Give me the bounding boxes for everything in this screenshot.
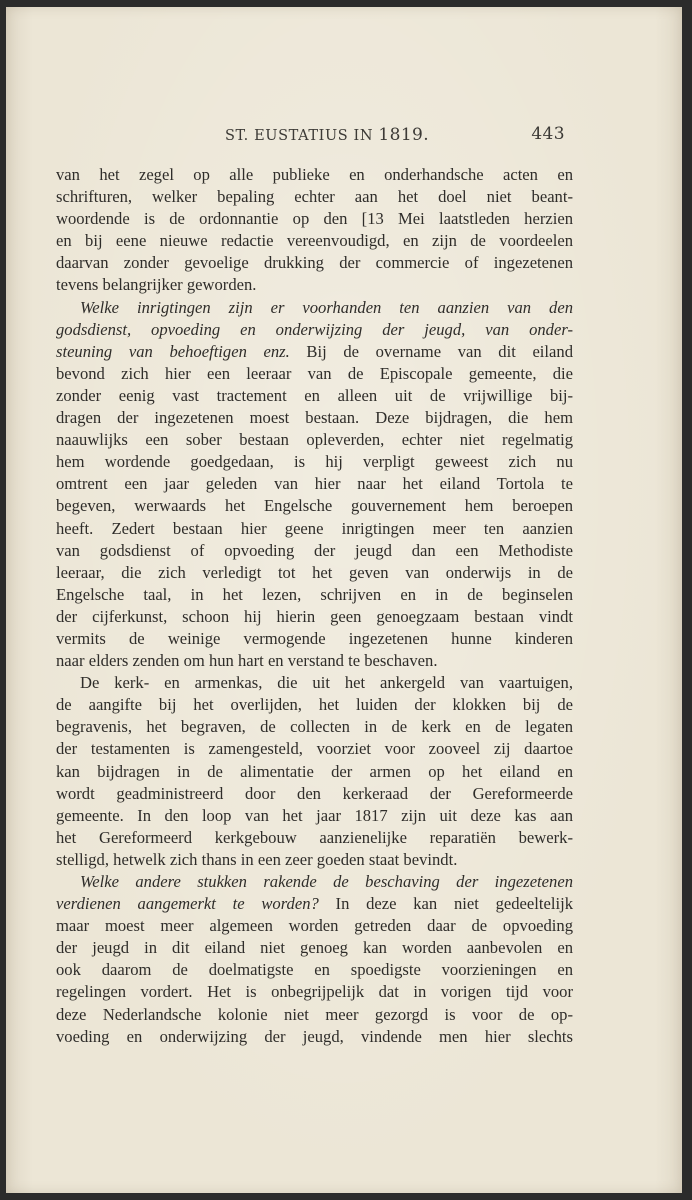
text-run: voeding en onderwijzing der jeugd, vindende men hier slechts (56, 1026, 573, 1046)
text-run: woordende is de ordonnantie op den [13 Mei laatstleden herzien (56, 209, 573, 229)
text-run: maar moest meer algemeen worden getreden daar de opvoeding (56, 916, 573, 936)
text-run: tevens belangrijker geworden. (56, 275, 257, 295)
text-line (56, 915, 573, 937)
text-run: De kerk- en armenkas, die uit het ankergeld van vaartuigen, (80, 673, 573, 693)
text-line (56, 1026, 573, 1048)
text-line (56, 937, 573, 959)
text-line (56, 871, 573, 893)
text-run: van het zegel op alle publieke en onderhandsche acten en (56, 165, 573, 184)
text-run: heeft. Zedert bestaan hier geene inrigtingen meer ten aanzien (56, 518, 573, 538)
italic-text: godsdienst, opvoeding en onderwijzing der jeugd, van onder- (56, 319, 573, 339)
text-line (56, 716, 573, 738)
text-run: dragen der ingezetenen moest bestaan. Deze bijdragen, die hem (56, 408, 573, 428)
text-line (56, 451, 573, 473)
text-line (56, 584, 573, 606)
text-line (56, 252, 573, 274)
text-run: naar elders zenden om hun hart en verstand te beschaven. (56, 651, 438, 671)
text-line (56, 407, 573, 429)
text-run: zonder eenig vast tractement en alleen uit de vrijwillige bij- (56, 385, 573, 405)
text-run: begravenis, het begraven, de collecten in de kerk en de legaten (56, 717, 573, 737)
book-page (6, 7, 682, 1193)
text-line (56, 694, 573, 716)
text-run: deze Nederlandsche kolonie niet meer gezorgd is voor de op- (56, 1004, 573, 1024)
text-line (56, 495, 573, 517)
text-run: van godsdienst of opvoeding der jeugd dan een Methodiste (56, 540, 573, 560)
text-line (56, 1004, 573, 1026)
text-run: schrifturen, welker bepaling echter aan het doel niet beant- (56, 187, 573, 207)
text-run: wordt geadministreerd door den kerkeraad der Gereformeerde (56, 783, 573, 803)
text-line (56, 672, 573, 694)
text-run: naauwlijks een sober bestaan opleverden, echter niet regelmatig (56, 430, 573, 450)
text-line (56, 628, 573, 650)
text-run: begeven, werwaards het Engelsche gouvernement hem beroepen (56, 496, 573, 516)
text-run: leeraar, die zich verledigt tot het geven van onderwijs in de (56, 562, 573, 582)
body-text (56, 164, 573, 1048)
text-line (56, 893, 573, 915)
italic-text: verdienen aangemerkt te worden? (56, 894, 319, 914)
text-line (56, 297, 573, 319)
text-run: der testamenten is zamengesteld, voorziet voor zooveel zij daartoe (56, 739, 573, 759)
text-run: der cijferkunst, schoon hij hierin geen genoegzaam bestaan vindt (56, 606, 573, 626)
text-line (56, 562, 573, 584)
text-run: In deze kan niet gedeeltelijk (318, 894, 573, 914)
text-line (56, 540, 573, 562)
text-run: bevond zich hier een leeraar van de Episcopale gemeente, die (56, 363, 573, 383)
text-line (56, 783, 573, 805)
text-run: stelligd, hetwelk zich thans in een zeer goeden staat bevindt. (56, 849, 458, 869)
text-line (56, 274, 573, 296)
italic-text: Welke andere stukken rakende de beschaving der ingezetenen (80, 872, 573, 891)
italic-text: steuning van behoeftigen enz. (56, 341, 290, 361)
text-line (56, 473, 573, 495)
text-line (56, 341, 573, 363)
text-run: gemeente. In den loop van het jaar 1817 zijn uit deze kas aan (56, 805, 573, 825)
text-line (56, 981, 573, 1003)
text-line (56, 429, 573, 451)
text-run: Engelsche taal, in het lezen, schrijven en in de beginselen (56, 584, 573, 604)
text-line (56, 208, 573, 230)
text-line (56, 959, 573, 981)
text-line (56, 761, 573, 783)
text-run: het Gereformeerd kerkgebouw aanzienelijke reparatiën bewerk- (56, 827, 573, 847)
text-line (56, 606, 573, 628)
text-run: kan bijdragen in de alimentatie der armen op het eiland en (56, 761, 573, 781)
text-line (56, 230, 573, 252)
running-head-title (225, 125, 429, 145)
running-head-title-text: ST. EUSTATIUS IN (225, 128, 374, 144)
text-run: en bij eene nieuwe redactie vereenvoudigd, en zijn de voordeelen (56, 231, 573, 251)
text-run: Bij de overname van dit eiland (289, 341, 573, 361)
text-run: regelingen vordert. Het is onbegrijpelijk dat in vorigen tijd voor (56, 982, 573, 1002)
running-head (56, 125, 571, 149)
page-number: 443 (531, 124, 565, 144)
text-run: ook daarom de doelmatigste en spoedigste voorzieningen en (56, 960, 573, 980)
text-line (56, 805, 573, 827)
text-line (56, 319, 573, 341)
text-line (56, 827, 573, 849)
text-line (56, 385, 573, 407)
text-run: de aangifte bij het overlijden, het luiden der klokken bij de (56, 695, 573, 715)
text-line (56, 849, 573, 871)
text-run: daarvan zonder gevoelige drukking der commercie of ingezetenen (56, 253, 573, 273)
text-run: hem wordende goedgedaan, is hij verpligt geweest zich nu (56, 452, 573, 472)
text-line (56, 738, 573, 760)
text-line (56, 650, 573, 672)
text-run: omtrent een jaar geleden van hier naar het eiland Tortola te (56, 474, 573, 494)
text-run: vermits de weinige vermogende ingezetenen hunne kinderen (56, 628, 573, 648)
running-head-year: 1819. (378, 125, 430, 145)
text-line (56, 186, 573, 208)
italic-text: Welke inrigtingen zijn er voorhanden ten aanzien van den (80, 297, 573, 317)
text-run: der jeugd in dit eiland niet genoeg kan worden aanbevolen en (56, 938, 573, 958)
text-line (56, 164, 573, 186)
text-line (56, 518, 573, 540)
text-line (56, 363, 573, 385)
